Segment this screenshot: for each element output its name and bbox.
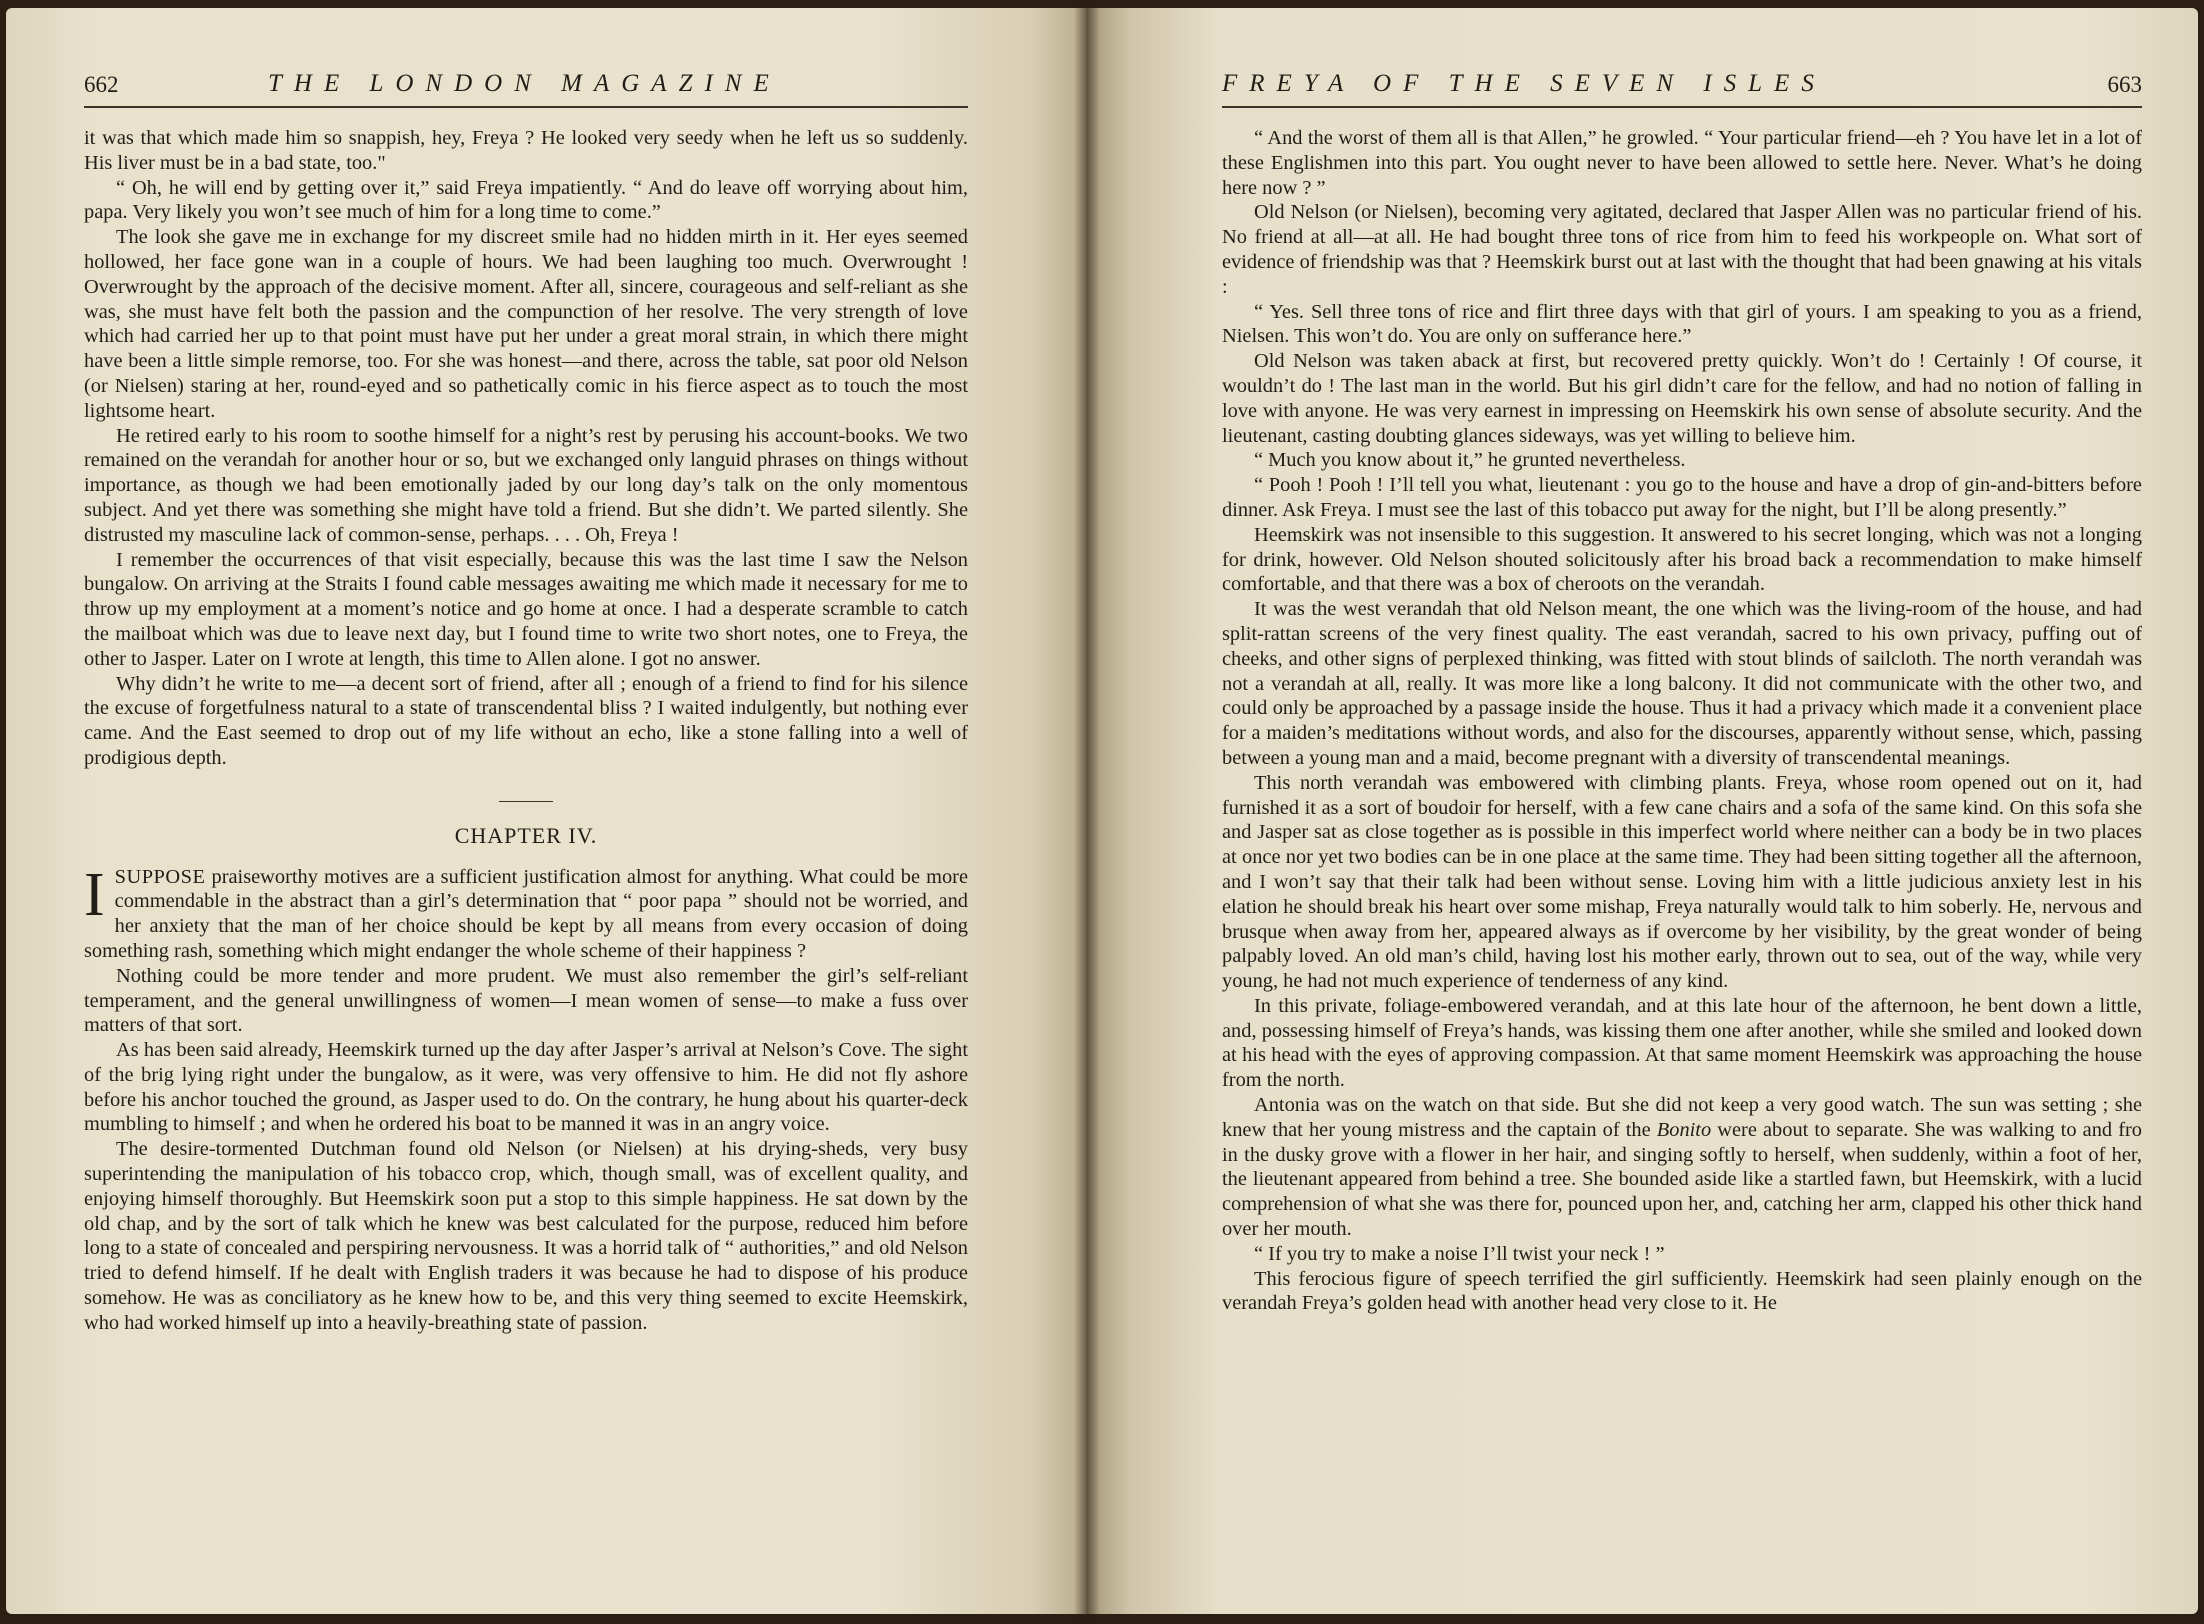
paragraph: This north verandah was embowered with climbing plants. Freya, whose room opened out on it, had furnished it as a sort of boudoir for herself, with a few cane chairs and a sofa of the same kind. On this sofa she and Jasper sat as close together as is possible in this imperfect world where neither can a body be in two places at once nor yet two bodies can be in one place at the same time. They had been sitting together all the afternoon, and I won’t say that their talk had been without sense. Loving him with a little judicious anxiety lest in his elation he should break his heart over some mishap, Freya naturally would talk to him soberly. He, nervous and brusque when away from her, appeared always as if overcome by her visibility, by the great wonder of being palpably loved. An old man’s child, having lost his mother early, thrown out to sea, out of the way, while very young, he had not much experience of tenderness of any kind. [1222,771,2142,993]
paragraph: “ If you try to make a noise I’ll twist your neck ! ” [1254,1242,1665,1265]
drop-cap: I [84,860,105,929]
antonia-text-start: Antonia was on the watch on that side. But she did not keep a very good watch. The sun was setting ; she knew that her young mistress and the captain of the [1222,1094,2142,1141]
right-page-text [1222,126,2142,1316]
paragraph: “ Pooh ! Pooh ! I’ll tell you what, lieutenant : you go to the house and have a drop of gin-and-bitters before dinner. Ask Freya. I must see the last of this tobacco put away for the night, but I’ll be along presently.” [1222,474,2142,521]
right-page [1086,8,2198,1614]
chapter-first-word: SUPPOSE [114,865,206,888]
antonia-text-end: were about to separate. She was walking to and fro in the dusky grove with a flower in her hair, and singing softly to herself, when suddenly, within a foot of her, the lieutenant appeared from behind a tree. She bounded aside like a startled fawn, but Heemskirk, with a lucid comprehension of what she was there for, pounced upon her, and, catching her arm, clapped his other thick hand over her mouth. [1222,1118,2142,1241]
paragraph: In this private, foliage-embowered verandah, and at this late hour of the afternoon, he bent down a little, and, possessing himself of Freya’s hands, was kissing them one after another, while she smiled and looked down at his head with the eyes of approving compassion. At that same moment Heemskirk was approaching the house from the north. [1222,994,2142,1092]
ship-name: Bonito [1656,1118,1712,1141]
left-page [6,8,1086,1614]
left-page-text [84,126,968,1336]
paragraph: The desire-tormented Dutchman found old Nelson (or Nielsen) at his drying-sheds, very busy superintending the manipulation of his tobacco crop, which, though small, was of excellent quality, and enjoying himself thoroughly. But Heemskirk soon put a stop to this simple happiness. He sat down by the old chap, and by the sort of talk which he knew was best calculated for the purpose, reduced him before long to a state of concealed and perspiring nervousness. It was a horrid talk of “ authorities,” and old Nelson tried to defend himself. If he dealt with English traders it was because he had to dispose of his produce somehow. He was as conciliatory as he knew how to be, and this very thing seemed to excite Heemskirk, who had worked himself up into a heavily-breathing state of passion. [84,1138,968,1334]
right-running-title: FREYA OF THE SEVEN ISLES [1222,70,1826,97]
paragraph: This ferocious figure of speech terrified the girl sufficiently. Heemskirk had seen plainly enough on the verandah Freya’s golden head with another head very close to it. He [1222,1267,2142,1315]
paragraph: The look she gave me in exchange for my discreet smile had no hidden mirth in it. Her eyes seemed hollowed, her face gone wan in a couple of hours. We had been laughing too much. Overwrought ! Overwrought by the approach of the decisive moment. After all, sincere, courageous and self-reliant as she was, she must have felt both the passion and the compunction of her resolve. The very strength of love which had carried her up to that point must have put her under a great moral strain, in which there might have been a little simple remorse, too. For she was honest—and there, across the table, sat poor old Nelson (or Nielsen) staring at her, round-eyed and so pathetically comic in his fierce aspect as to touch the most lightsome heart. [84,226,968,422]
chapter-opening-paragraph [84,860,968,964]
left-page-number: 662 [84,72,119,97]
paragraph: Heemskirk was not insensible to this suggestion. It answered to his secret longing, which was not a longing for drink, however. Old Nelson shouted solicitously after his broad back a recommendation to make himself comfortable, and that there was a box of cheroots on the verandah. [1222,523,2142,596]
paragraph: “ And the worst of them all is that Allen,” he growled. “ Your particular friend—eh ? You have let in a lot of these Englishmen into this part. You ought never to have been allowed to settle here. Never. What’s he doing here now ? ” [1222,127,2142,199]
paragraph: “ Oh, he will end by getting over it,” said Freya impatiently. “ And do leave off worrying about him, papa. Very likely you won’t see much of him for a long time to come.” [84,176,968,224]
paragraph: Old Nelson (or Nielsen), becoming very agitated, declared that Jasper Allen was no particular friend of his. No friend at all—at all. He had bought three tons of rice from him to feed his workpeople on. What sort of evidence of friendship was that ? Heemskirk burst out at last with the thought that had been gnawing at his vitals : [1222,201,2142,298]
right-page-header [1222,66,2142,108]
paragraph: Why didn’t he write to me—a decent sort of friend, after all ; enough of a friend to find for his silence the excuse of forgetfulness natural to a state of transcendental bliss ? I waited indulgently, but nothing ever came. And the East seemed to drop out of my life without an echo, like a stone falling into a well of prodigious depth. [84,672,968,769]
paragraph: “ Much you know about it,” he grunted nevertheless. [1254,449,1686,472]
right-page-number: 663 [2107,72,2142,97]
paragraph: “ Yes. Sell three tons of rice and flirt three days with that girl of yours. I am speaking to you as a friend, Nielsen. This won’t do. You are only on sufferance here.” [1222,300,2142,348]
chapter-heading: CHAPTER IV. [454,822,598,848]
paragraph: Nothing could be more tender and more prudent. We must also remember the girl’s self-reliant temperament, and the general unwillingness of women—I mean women of sense—to make a fuss over matters of that sort. [84,964,968,1037]
paragraph: It was the west verandah that old Nelson meant, the one which was the living-room of the house, and had split-rattan screens of the very finest quality. The east verandah, sacred to his own privacy, puffing out of cheeks, and other signs of perplexed thinking, was fitted with stout blinds of sailcloth. The north verandah was not a verandah at all, really. It was more like a long balcony. It did not communicate with the other two, and could only be approached by a passage inside the house. Thus it had a privacy which made it a convenient place for a maiden’s meditations without words, and also for the discourses, apparently without sense, which, passing between a young man and a maid, become pregnant with a diversity of transcendental meanings. [1222,598,2142,769]
paragraph: it was that which made him so snappish, hey, Freya ? He looked very seedy when he left us so suddenly. His liver must be in a bad state, too." [84,127,968,174]
paragraph: He retired early to his room to soothe himself for a night’s rest by perusing his account-books. We two remained on the verandah for another hour or so, but we exchanged only languid phrases on things without importance, as though we had been emotionally jaded by our long day’s talk on the only momentous subject. And yet there was something she might have told a friend. But she didn’t. We parted silently. She distrusted my masculine lack of common-sense, perhaps. . . . Oh, Freya ! [84,424,968,546]
left-running-title: THE LONDON MAGAZINE [268,70,781,97]
left-page-header [84,66,968,108]
paragraph: Old Nelson was taken aback at first, but recovered pretty quickly. Won’t do ! Certainly ! Of course, it wouldn’t do ! The last man in the world. But his girl didn’t care for the fellow, and had no notion of falling in love with anyone. He was very earnest in impressing on Heemskirk his own sense of absolute security. And the lieutenant, casting doubting glances sideways, was yet willing to believe him. [1222,350,2142,447]
paragraph: I remember the occurrences of that visit especially, because this was the last time I saw the Nelson bungalow. On arriving at the Straits I found cable messages awaiting me which made it necessary for me to throw up my employment at a moment’s notice and go home at once. I had a desperate scramble to catch the mailboat which was due to leave next day, but I found time to write two short notes, one to Freya, the other to Jasper. Later on I wrote at length, this time to Allen alone. I got no answer. [84,548,968,670]
paragraph: As has been said already, Heemskirk turned up the day after Jasper’s arrival at Nelson’s Cove. The sight of the brig lying right under the bungalow, as it were, was very offensive to him. He did not fly ashore before his anchor touched the ground, as Jasper used to do. On the contrary, he hung about his quarter-deck mumbling to himself ; and when he ordered his boat to be manned it was in an angry voice. [84,1039,968,1136]
section-divider [499,801,553,802]
paragraph-antonia [1222,1093,2142,1242]
chapter-opening-text: praiseworthy motives are a sufficient justification almost for anything. What could be more commendable in the abstract than a girl’s determination that “ poor papa ” should not be worried, and her anxiety that the man of her choice should be kept by all means from every occasion of doing something rash, something which might endanger the whole scheme of their happiness ? [84,865,968,962]
